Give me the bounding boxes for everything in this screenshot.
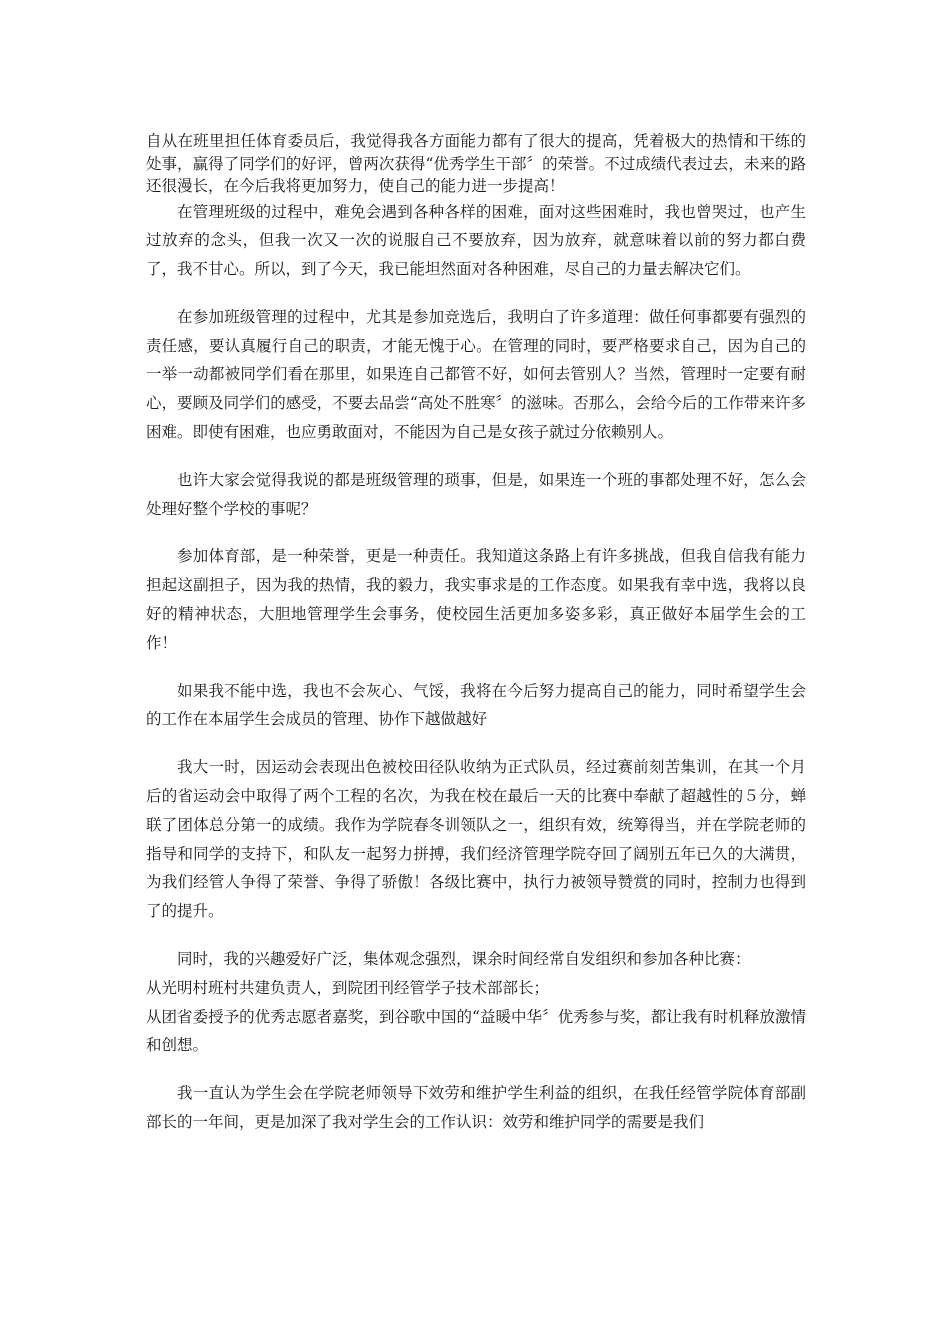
paragraph-2: 在管理班级的过程中，难免会遇到各种各样的困难，面对这些困难时，我也曾哭过，也产生过放弃的念头，但我一次又一次的说服自己不要放弃，因为放弃，就意味着以前的努力都白费了，我不甘心。所以，到了今天，我已能坦然面对各种困难，尽自己的力量去解决它们。 — [146, 202, 806, 279]
paragraph-8 — [146, 945, 806, 1060]
paragraph-1: 自从在班里担任体育委员后，我觉得我各方面能力都有了很大的提高，凭着极大的热情和干练的处事，赢得了同学们的好评，曾两次获得“优秀学生干部〞的荣誉。不过成绩代表过去，未来的路还很漫长，在今后我将更加努力，使自己的能力进一步提高！ — [146, 132, 806, 195]
paragraph-4: 也许大家会觉得我说的都是班级管理的琐事，但是，如果连一个班的事都处理不好，怎么会处理好整个学校的事呢？ — [146, 470, 806, 518]
paragraph-8-line-1: 同时，我的兴趣爱好广泛，集体观念强烈，课余时间经常自发组织和参加各种比赛： — [177, 950, 751, 969]
paragraph-3: 在参加班级管理的过程中，尤其是参加竞选后，我明白了许多道理：做任何事都要有强烈的责任感，要认真履行自己的职责，才能无愧于心。在管理的同时，要严格要求自己，因为自己的一举一动都被同学们看在那里，如果连自己都管不好，如何去管别人？当然，管理时一定要有耐心，要顾及同学们的感受，不要去品尝“高处不胜寒〞的滋味。否那么，会给今后的工作带来许多困难。即使有困难，也应勇敢面对，不能因为自己是女孩子就过分依赖别人。 — [146, 307, 806, 442]
paragraph-5: 参加体育部，是一种荣誉，更是一种责任。我知道这条路上有许多挑战，但我自信我有能力担起这副担子，因为我的热情，我的毅力，我实事求是的工作态度。如果我有幸中选，我将以良好的精神状态，大胆地管理学生会事务，使校园生活更加多姿多彩，真正做好本届学生会的工作！ — [146, 547, 806, 652]
paragraph-7: 我大一时，因运动会表现出色被校田径队收纳为正式队员，经过赛前刻苦集训，在其一个月后的省运动会中取得了两个工程的名次，为我在校在最后一天的比赛中奉献了超越性的５分，蝉联了团体总分第一的成绩。我作为学院春冬训领队之一，组织有效，统筹得当，并在学院老师的指导和同学的支持下，和队友一起努力拼搏，我们经济管理学院夺回了阔别五年已久的大满贯，为我们经管人争得了荣誉、争得了骄傲！各级比赛中，执行力被领导赞赏的同时，控制力也得到了的提升。 — [146, 758, 806, 921]
paragraph-8-line-3: 从团省委授予的优秀志愿者嘉奖，到谷歌中国的“益暖中华〞优秀参与奖，都让我有时机释放激情和创想。 — [146, 1007, 806, 1055]
paragraph-8-line-2: 从光明村班村共建负责人，到院团刊经管学子技术部部长； — [146, 978, 550, 997]
document-body — [146, 130, 806, 1137]
paragraph-9: 我一直认为学生会在学院老师领导下效劳和维护学生利益的组织，在我任经管学院体育部副部长的一年间，更是加深了我对学生会的工作认识：效劳和维护同学的需要是我们 — [146, 1084, 806, 1132]
paragraph-6: 如果我不能中选，我也不会灰心、气馁，我将在今后努力提高自己的能力，同时希望学生会的工作在本届学生会成员的管理、协作下越做越好 — [146, 681, 806, 729]
